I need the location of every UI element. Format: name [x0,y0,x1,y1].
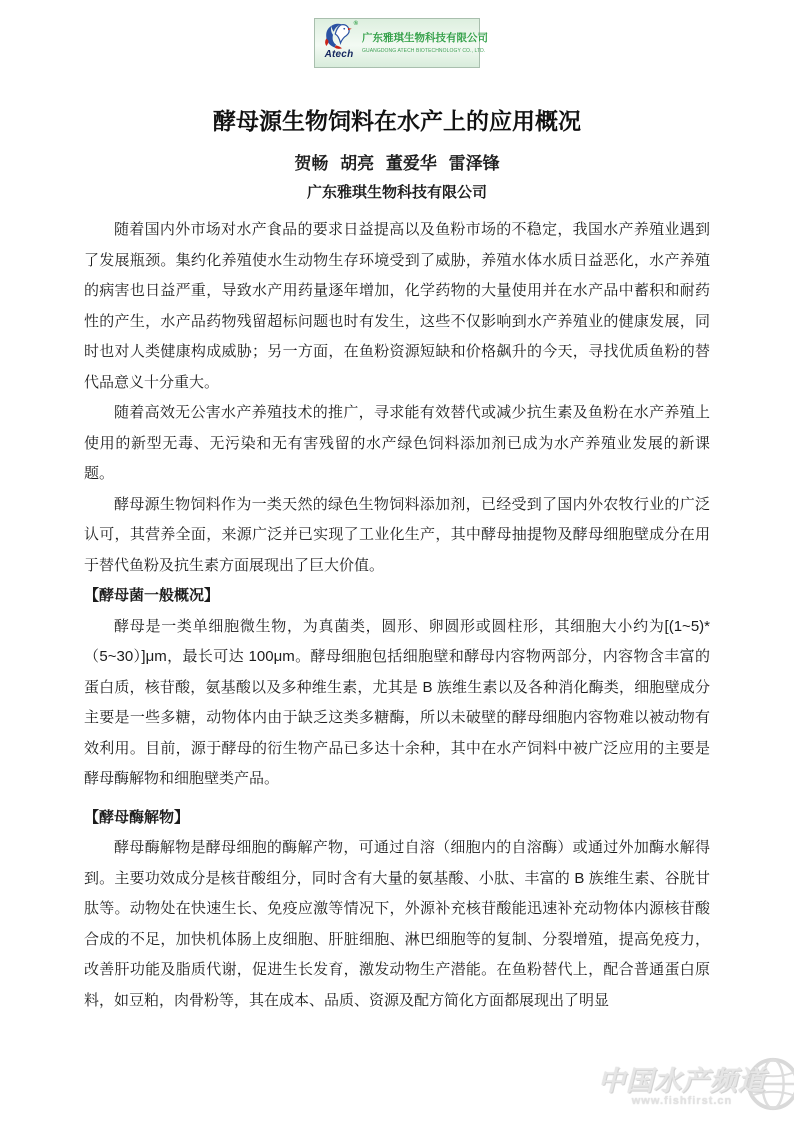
logo-company-name-en: GUANGDONG ATECH BIOTECHNOLOGY CO., LTD. [362,48,486,54]
section-heading-yeast-overview: 【酵母菌一般概况】 [84,587,220,604]
intro-paragraph: 酵母源生物饲料作为一类天然的绿色生物饲料添加剂，已经受到了国内外农牧行业的广泛认可，其营养全面，来源广泛并已实现了工业化生产，其中酵母抽提物及酵母细胞壁成分在用于替代鱼粉及抗生素方面展现出了巨大价值。 [84,495,710,574]
logo-brand-text: Atech [324,49,354,60]
intro-paragraph: 随着国内外市场对水产食品的要求日益提高以及鱼粉市场的不稳定，我国水产养殖业遇到了发展瓶颈。集约化养殖使水生动物生存环境受到了威胁，养殖水体水质日益恶化，水产养殖的病害也日益严重，导致水产用药量逐年增加，化学药物的大量使用并在水产品中蓄积和耐药性的产生，水产品药物残留超标问题也时有发生，这些不仅影响到水产养殖业的健康发展，同时也对人类健康构成威胁；另一方面，在鱼粉资源短缺和价格飙升的今天，寻找优质鱼粉的替代品意义十分重大。 [84,221,710,391]
registered-trademark-icon: ® [353,21,358,27]
watermark-text-block [598,1067,766,1107]
article-affiliation: 广东雅琪生物科技有限公司 [306,184,487,201]
article-body [84,215,710,1016]
section-heading-yeast-hydrolysate: 【酵母酶解物】 [84,808,190,826]
article-authors: 贺畅 胡亮 董爱华 雷泽锋 [294,154,500,173]
article-title: 酵母源生物饲料在水产上的应用概况 [213,108,581,134]
section-paragraph: 酵母是一类单细胞微生物，为真菌类，圆形、卵圆形或圆柱形，其细胞大小约为[(1~5)*（5~30）]μm，最长可达 100μm。酵母细胞包括细胞壁和酵母内容物两部分，内容物含丰富的蛋白质，核苷酸，氨基酸以及多种维生素，尤其是 B 族维生素以及各种消化酶类，细胞壁成分主要是一些多糖，动物体内由于缺乏这类多糖酶，所以未破壁的酵母细胞内容物难以被动物有效利用。目前，源于酵母的衍生物产品已多达十余种，其中在水产饲料中被广泛应用的主要是酵母酶解物和细胞壁类产品。 [84,617,710,787]
logo-bird-block [318,21,360,65]
logo-names [360,31,488,55]
bird-logo-icon [324,22,354,52]
company-logo [314,18,488,68]
section-paragraph: 酵母酶解物是酵母细胞的酶解产物，可通过自溶（细胞内的自溶酶）或通过外加酶水解得到。主要功效成分是核苷酸组分，同时含有大量的氨基酸、小肽、丰富的 B 族维生素、谷胱甘肽等。动物处在快速生长、免疫应激等情况下，外源补充核苷酸能迅速补充动物体内源核苷酸合成的不足，加快机体肠上皮细胞、肝脏细胞、淋巴细胞等的复制、分裂增殖，提高免疫力，改善肝功能及脂质代谢，促进生长发育，激发动物生产潜能。在鱼粉替代上，配合普通蛋白原料，如豆粕，肉骨粉等，其在成本、品质、资源及配方简化方面都展现出了明显 [84,839,710,1009]
watermark [564,1045,794,1115]
intro-paragraph: 随着高效无公害水产养殖技术的推广，寻求能有效替代或减少抗生素及鱼粉在水产养殖上使用的新型无毒、无污染和无有害残留的水产绿色饲料添加剂已成为水产养殖业发展的新课题。 [84,404,710,482]
watermark-title: 中国水产频道 [598,1066,766,1096]
globe-icon [744,1055,794,1113]
watermark-url: www.fishfirst.cn [631,1095,733,1107]
logo-company-name-cn: 广东雅琪生物科技有限公司 [362,32,488,44]
